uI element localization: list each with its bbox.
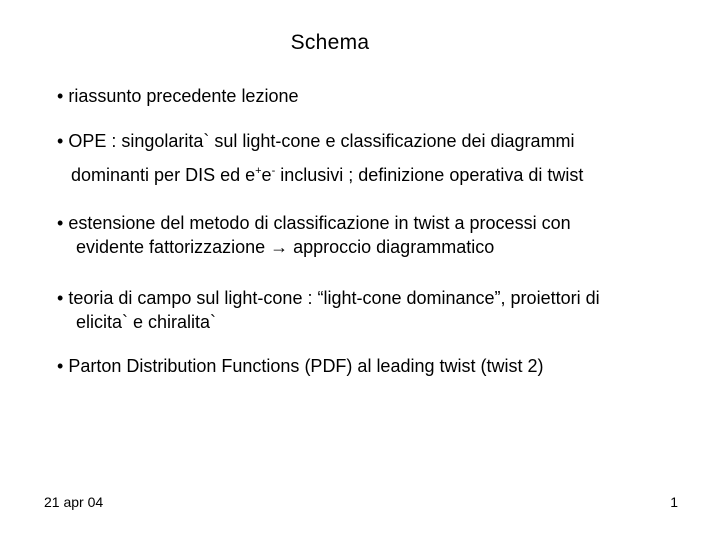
bullet-text: teoria di campo sul light-cone : “light-cone dominance”, proiettori di bbox=[68, 288, 600, 308]
bullet-item-3 bbox=[57, 211, 571, 259]
bullet-text: estensione del metodo di classificazione in twist a processi con bbox=[68, 213, 571, 233]
bullet-item-5 bbox=[57, 354, 544, 378]
bullet-text-part: inclusivi ; definizione operativa di twist bbox=[275, 165, 584, 185]
slide-title: Schema bbox=[290, 31, 370, 54]
bullet-item-1 bbox=[57, 84, 298, 108]
bullet-text-part: dominanti per DIS ed e bbox=[71, 165, 256, 185]
page-number: 1 bbox=[670, 494, 678, 510]
bullet-text-part: e bbox=[261, 165, 272, 185]
bullet-continuation: evidente fattorizzazione → approccio diagrammatico bbox=[76, 237, 495, 257]
bullet-item-4 bbox=[57, 286, 600, 334]
bullet-symbol: • bbox=[57, 356, 64, 376]
bullet-item-2 bbox=[57, 129, 583, 187]
bullet-text: OPE : singolarita` sul light-cone e classificazione dei diagrammi bbox=[68, 131, 575, 151]
bullet-symbol: • bbox=[57, 131, 64, 151]
bullet-text: riassunto precedente lezione bbox=[68, 86, 299, 106]
bullet-symbol: • bbox=[57, 288, 64, 308]
superscript-plus: + bbox=[255, 165, 262, 177]
footer-date: 21 apr 04 bbox=[44, 494, 104, 510]
superscript-minus: - bbox=[271, 165, 276, 177]
bullet-continuation: elicita` e chiralita` bbox=[76, 312, 217, 332]
bullet-symbol: • bbox=[57, 213, 64, 233]
bullet-text: Parton Distribution Functions (PDF) al leading twist (twist 2) bbox=[68, 356, 544, 376]
bullet-symbol: • bbox=[57, 86, 64, 106]
bullet-continuation bbox=[57, 163, 583, 187]
